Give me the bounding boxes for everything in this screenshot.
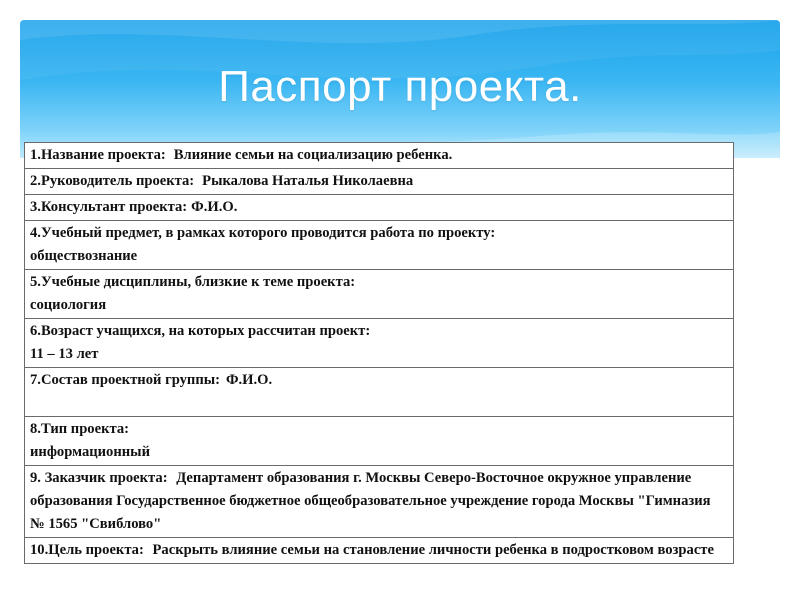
row-value: Ф.И.О. bbox=[191, 199, 238, 215]
row-label: 3.Консультант проекта: bbox=[30, 199, 188, 215]
table-cell bbox=[25, 143, 734, 169]
row-label: 2.Руководитель проекта: bbox=[30, 173, 195, 189]
table-cell bbox=[25, 195, 734, 221]
table-row bbox=[25, 466, 734, 538]
table-row bbox=[25, 221, 734, 270]
table-cell bbox=[25, 319, 734, 368]
slide-title: Паспорт проекта. bbox=[218, 62, 582, 111]
row-label: 4.Учебный предмет, в рамках которого проводится работа по проекту: bbox=[30, 225, 496, 241]
row-value: Влияние семьи на социализацию ребенка. bbox=[173, 147, 453, 163]
table-cell bbox=[25, 538, 734, 564]
row-label: 7.Состав проектной группы: bbox=[30, 372, 220, 388]
project-passport-table bbox=[24, 142, 734, 564]
table-row bbox=[25, 143, 734, 169]
table-row bbox=[25, 195, 734, 221]
row-value: информационный bbox=[30, 444, 150, 460]
table-cell bbox=[25, 417, 734, 466]
row-value: Раскрыть влияние семьи на становление личности ребенка в подростковом возрасте bbox=[152, 542, 714, 558]
row-value: Ф.И.О. bbox=[226, 372, 273, 388]
table-row bbox=[25, 169, 734, 195]
row-value: Рыкалова Наталья Николаевна bbox=[202, 173, 414, 189]
table-cell bbox=[25, 466, 734, 538]
table-cell bbox=[25, 169, 734, 195]
table-row bbox=[25, 417, 734, 466]
table-cell bbox=[25, 270, 734, 319]
table-cell bbox=[25, 221, 734, 270]
row-label: 9. Заказчик проекта: bbox=[30, 470, 168, 486]
row-value: 11 – 13 лет bbox=[30, 346, 99, 362]
row-label: 6.Возраст учащихся, на которых рассчитан проект: bbox=[30, 323, 371, 339]
table-row bbox=[25, 368, 734, 417]
table-row bbox=[25, 538, 734, 564]
row-label: 5.Учебные дисциплины, близкие к теме проекта: bbox=[30, 274, 356, 290]
table-row bbox=[25, 270, 734, 319]
row-label: 8.Тип проекта: bbox=[30, 421, 129, 437]
table-row bbox=[25, 319, 734, 368]
table-cell bbox=[25, 368, 734, 417]
row-value: обществознание bbox=[30, 248, 138, 264]
row-value: Департамент образования г. Москвы Северо-Восточное окружное управление образования Государственное бюджетное общеобразовательное учреждение города Москвы "Гимназия № 1565 "Свиблово" bbox=[30, 470, 711, 532]
row-label: 1.Название проекта: bbox=[30, 147, 166, 163]
row-label: 10.Цель проекта: bbox=[30, 542, 144, 558]
row-value: социология bbox=[30, 297, 107, 313]
